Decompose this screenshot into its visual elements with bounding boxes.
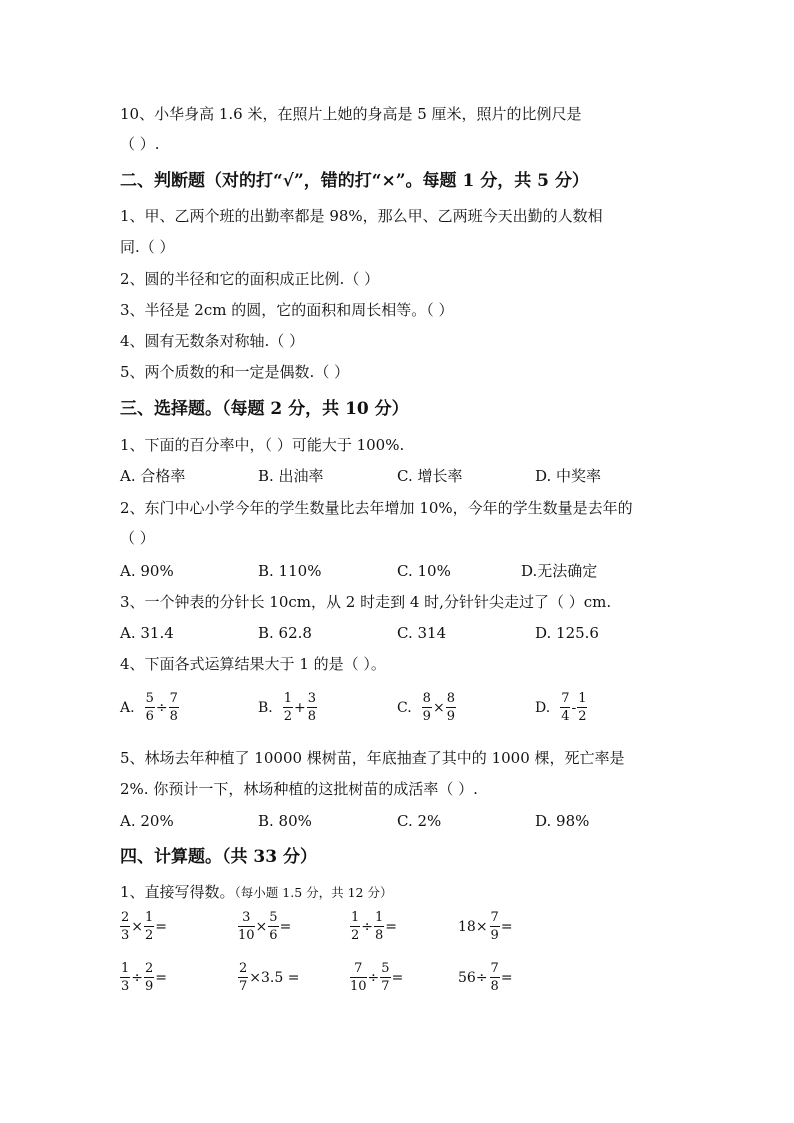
calc-q1-note: （每小题 1.5 分，共 12 分）: [234, 885, 393, 900]
calc-expr-r1-3: $\frac{1}{2}$ ÷ $\frac{1}{8}$ =: [351, 910, 398, 943]
operator: ×: [432, 699, 445, 716]
judge-item-1: 1、甲、乙两个班的出勤率都是 98%，那么甲、乙两班今天出勤的人数相: [120, 207, 603, 225]
operator: ÷: [155, 699, 168, 716]
choice-q4-option-a: [120, 692, 179, 723]
calc-q1-title: 1、直接写得数。: [120, 883, 235, 901]
judge-item-3: 3、半径是 2cm 的圆，它的面积和周长相等。（ ）: [120, 301, 454, 319]
operator: -: [571, 699, 577, 716]
question-10-text: 10、小华身高 1.6 米，在照片上她的身高是 5 厘米，照片的比例尺是: [120, 105, 582, 123]
fraction: $\frac{7}{4}$: [561, 691, 570, 724]
choice-q5-option-c: C. 2%: [397, 812, 442, 830]
section-3-heading: 三、选择题。（每题 2 分，共 10 分）: [120, 399, 409, 419]
choice-q4-option-d: [535, 692, 587, 723]
choice-q4-text: 4、下面各式运算结果大于 1 的是（ ）。: [120, 655, 386, 673]
calc-expr-r2-4: 56÷ $\frac{7}{8}$ =: [458, 961, 513, 994]
choice-q5-text: 5、林场去年种植了 10000 棵树苗，年底抽查了其中的 1000 棵，死亡率是: [120, 749, 625, 767]
choice-q5-option-b: B. 80%: [258, 812, 312, 830]
section-4-heading: 四、计算题。（共 33 分）: [120, 847, 317, 867]
option-label: A.: [120, 699, 135, 716]
choice-q3-option-a: A. 31.4: [120, 624, 174, 642]
choice-q3-option-d: D. 125.6: [535, 624, 599, 642]
choice-q2-option-c: C. 10%: [397, 562, 451, 580]
fraction: $\frac{8}{9}$: [422, 691, 431, 724]
choice-q1-option-a: A. 合格率: [120, 467, 186, 485]
option-label: D.: [535, 699, 551, 716]
choice-q3-option-c: C. 314: [397, 624, 447, 642]
choice-q5-option-a: A. 20%: [120, 812, 174, 830]
choice-q2-text: 2、东门中心小学今年的学生数量比去年增加 10%，今年的学生数量是去年的: [120, 499, 633, 517]
calc-expr-r1-2: $\frac{3}{10}$ × $\frac{5}{6}$ =: [238, 910, 292, 943]
choice-q1-text: 1、下面的百分率中，（ ）可能大于 100%.: [120, 436, 405, 454]
judge-item-4: 4、圆有无数条对称轴.（ ）: [120, 332, 305, 350]
choice-q4-option-c: [397, 692, 456, 723]
fraction: $\frac{1}{2}$: [578, 691, 587, 724]
choice-q2-option-b: B. 110%: [258, 562, 322, 580]
operator: +: [294, 699, 306, 716]
choice-q2-blank: （ ）: [120, 529, 155, 547]
choice-q4-option-b: [258, 692, 317, 723]
choice-q1-option-c: C. 增长率: [397, 467, 463, 485]
calc-q1-text: [120, 882, 392, 903]
calc-expr-r1-4: 18× $\frac{7}{9}$ =: [458, 910, 513, 943]
fraction: $\frac{5}{6}$: [145, 691, 154, 724]
option-label: B.: [258, 699, 273, 716]
calc-expr-r2-1: $\frac{1}{3}$ ÷ $\frac{2}{9}$ =: [121, 961, 168, 994]
choice-q5-text-cont: 2%. 你预计一下，林场种植的这批树苗的成活率（ ）.: [120, 780, 478, 798]
choice-q2-option-a: A. 90%: [120, 562, 174, 580]
choice-q3-text: 3、一个钟表的分针长 10cm，从 2 时走到 4 时,分针针尖走过了（ ）cm.: [120, 593, 612, 611]
calc-expr-r1-1: $\frac{2}{3}$ × $\frac{1}{2}$ =: [121, 910, 168, 943]
question-10-blank: （ ）.: [120, 135, 160, 153]
choice-q5-option-d: D. 98%: [535, 812, 590, 830]
calc-expr-r2-3: $\frac{7}{10}$ ÷ $\frac{5}{7}$ =: [350, 961, 404, 994]
fraction: $\frac{1}{2}$: [283, 691, 293, 724]
section-2-heading: 二、判断题（对的打“√”，错的打“×”。每题 1 分，共 5 分）: [120, 171, 589, 191]
choice-q2-option-d: D.无法确定: [521, 562, 598, 580]
choice-q1-option-b: B. 出油率: [258, 467, 324, 485]
judge-item-1-cont: 同.（ ）: [120, 238, 175, 256]
fraction: $\frac{3}{8}$: [307, 691, 317, 724]
judge-item-2: 2、圆的半径和它的面积成正比例.（ ）: [120, 270, 380, 288]
judge-item-5: 5、两个质数的和一定是偶数.（ ）: [120, 363, 350, 381]
choice-q3-option-b: B. 62.8: [258, 624, 312, 642]
fraction: $\frac{8}{9}$: [446, 691, 455, 724]
choice-q1-option-d: D. 中奖率: [535, 467, 602, 485]
calc-expr-r2-2: $\frac{2}{7}$ ×3.5 =: [239, 961, 300, 994]
option-label: C.: [397, 699, 412, 716]
fraction: $\frac{7}{8}$: [169, 691, 178, 724]
